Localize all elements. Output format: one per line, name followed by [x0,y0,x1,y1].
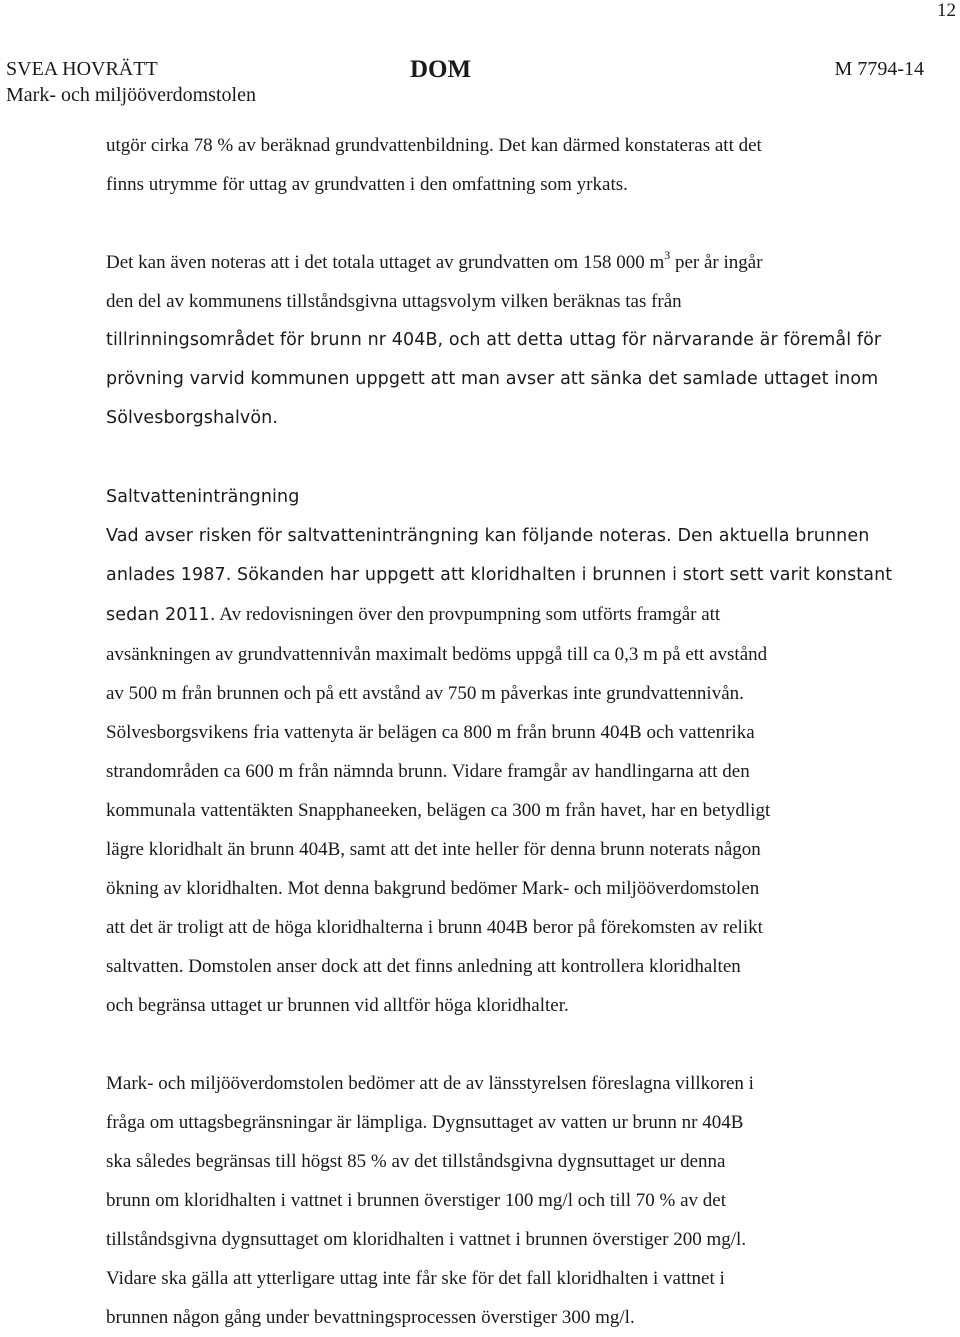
text-line: Sölvesborgshalvön. [106,408,279,428]
document-type: DOM [410,56,472,83]
paragraph-groundwater-capacity [106,126,906,204]
text-line [106,243,906,282]
text-line: ökning av kloridhalten. Mot denna bakgrund bedömer Mark- och miljööverdomstolen [106,878,760,899]
text-line: Vad avser risken för saltvatteninträngning kan följande noteras. Den aktuella brunnen [106,526,870,546]
text-line: lägre kloridhalt än brunn 404B, samt att det inte heller för denna brunn noterats någon [106,839,761,860]
text-line: tillståndsgivna dygnsuttaget om kloridhalten i vattnet i brunnen överstiger 200 mg/l. [106,1229,747,1250]
text-line: den del av kommunens tillståndsgivna uttagsvolym vilken beräknas tas från [106,291,682,312]
paragraph-withdrawal-conditions [106,1064,906,1337]
text-segment: Av redovisningen över den provpumpning som utförts framgår att [215,604,721,625]
text-line: finns utrymme för uttag av grundvatten i den omfattning som yrkats. [106,174,628,195]
court-name: SVEA HOVRÄTT [6,58,158,80]
text-line: utgör cirka 78 % av beräknad grundvattenbildning. Det kan därmed konstateras att det [106,135,762,156]
section-saltwater-intrusion [106,478,906,1025]
text-line: kommunala vattentäkten Snapphaneeken, belägen ca 300 m från havet, har en betydligt [106,800,771,821]
text-line: strandområden ca 600 m från nämnda brunn. Vidare framgår av handlingarna att den [106,761,750,782]
section-heading: Saltvatteninträngning [106,487,300,507]
superscript: 3 [664,248,671,262]
text-line: av 500 m från brunnen och på ett avstånd av 750 m påverkas inte grundvattennivån. [106,683,744,704]
text-line [106,595,906,635]
text-line: och begränsa uttaget ur brunnen vid alltför höga kloridhalter. [106,995,569,1016]
court-header [6,56,256,108]
text-segment: sedan 2011. [106,605,216,625]
text-line: brunnen någon gång under bevattningsprocessen överstiger 300 mg/l. [106,1307,635,1328]
text-line: Sölvesborgsvikens fria vattenyta är belägen ca 800 m från brunn 404B och vattenrika [106,722,755,743]
text-line: Vidare ska gälla att ytterligare uttag inte får ske för det fall kloridhalten i vattnet i [106,1268,725,1289]
text-segment: Det kan även noteras att i det totala uttaget av grundvatten om 158 000 m [106,252,665,273]
text-line: Mark- och miljööverdomstolen bedömer att de av länsstyrelsen föreslagna villkoren i [106,1073,754,1094]
court-division: Mark- och miljööverdomstolen [6,84,256,106]
text-line: anlades 1987. Sökanden har uppgett att kloridhalten i brunnen i stort sett varit konstant [106,565,893,585]
text-line: prövning varvid kommunen uppgett att man avser att sänka det samlade uttaget inom [106,369,879,389]
paragraph-total-withdrawal [106,243,906,438]
text-line: tillrinningsområdet för brunn nr 404B, och att detta uttag för närvarande är föremål för [106,330,882,350]
text-line: fråga om uttagsbegränsningar är lämpliga. Dygnsuttaget av vatten ur brunn nr 404B [106,1112,744,1133]
text-line: brunn om kloridhalten i vattnet i brunnen överstiger 100 mg/l och till 70 % av det [106,1190,727,1211]
text-line: avsänkningen av grundvattennivån maximalt bedöms uppgå till ca 0,3 m på ett avstånd [106,644,768,665]
text-line: saltvatten. Domstolen anser dock att det finns anledning att kontrollera kloridhalten [106,956,741,977]
text-line: ska således begränsas till högst 85 % av det tillståndsgivna dygnsuttaget ur denna [106,1151,726,1172]
case-number: M 7794-14 [834,58,924,80]
page-number: 12 [937,0,956,21]
text-line: att det är troligt att de höga kloridhalterna i brunn 404B beror på förekomsten av relikt [106,917,763,938]
text-segment: per år ingår [670,252,763,273]
